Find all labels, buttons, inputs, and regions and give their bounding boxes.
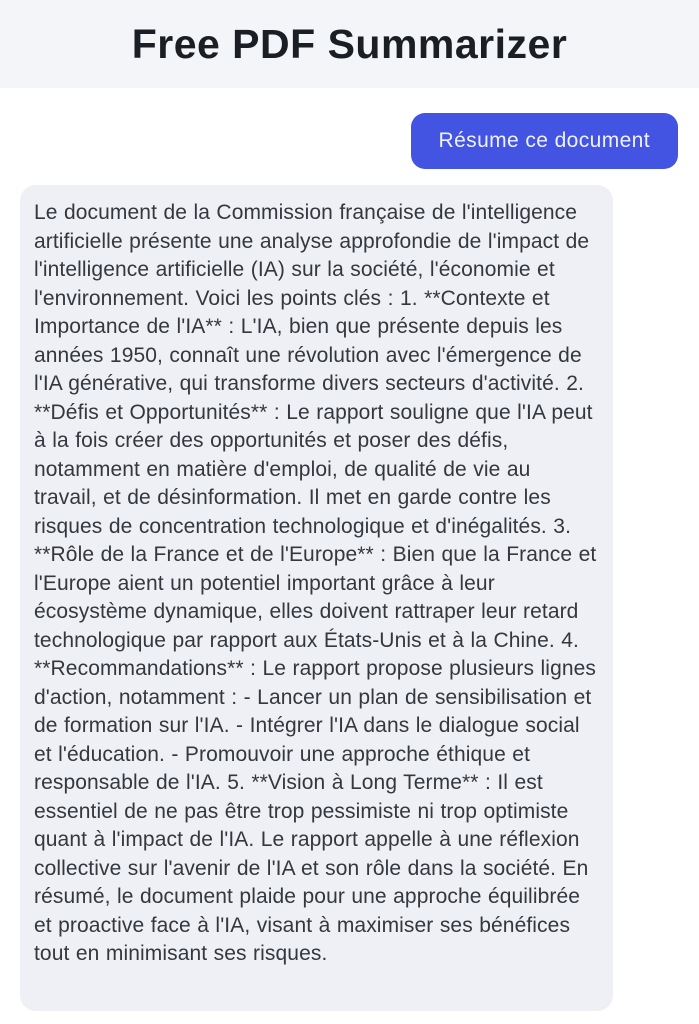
page-title: Free PDF Summarizer [131,20,568,67]
toolbar [0,88,699,169]
summarize-button[interactable]: Résume ce document [411,113,678,169]
summary-text: Le document de la Commission française de l'intelligence artificielle présente une analyse approfondie de l'impact de l'intelligence artificielle (IA) sur la société, l'économie et l'environnement. Voici les points clés : 1. **Contexte et Importance de l'IA** : L'IA, bien que présente depuis les années 1950, connaît une révolution avec l'émergence de l'IA générative, qui transforme divers secteurs d'activité. 2. **Défis et Opportunités** : Le rapport souligne que l'IA peut à la fois créer des opportunités et poser des défis, notamment en matière d'emploi, de qualité de vie au travail, et de désinformation. Il met en garde contre les risques de concentration technologique et d'inégalités. 3. **Rôle de la France et de l'Europe** : Bien que la France et l'Europe aient un potentiel important grâce à leur écosystème dynamique, elles doivent rattraper leur retard technologique par rapport aux États-Unis et à la Chine. 4. **Recommandations** : Le rapport propose plusieurs lignes d'action, notamment : - Lancer un plan de sensibilisation et de formation sur l'IA. - Intégrer l'IA dans le dialogue social et l'éducation. - Promouvoir une approche éthique et responsable de l'IA. 5. **Vision à Long Terme** : Il est essentiel de ne pas être trop pessimiste ni trop optimiste quant à l'impact de l'IA. Le rapport appelle à une réflexion collective sur l'avenir de l'IA et son rôle dans la société. En résumé, le document plaide pour une approche équilibrée et proactive face à l'IA, visant à maximiser ses bénéfices tout en minimisant ses risques. [34,201,597,966]
summary-box [20,185,613,1011]
app-header [0,0,699,88]
